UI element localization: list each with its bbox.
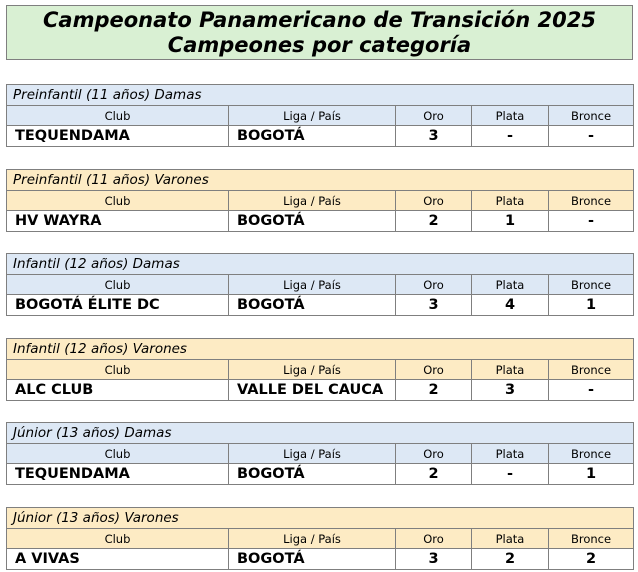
liga-cell: BOGOTÁ [229,126,396,147]
column-header-oro: Oro [396,275,472,295]
club-cell: TEQUENDAMA [7,126,229,147]
column-header-bronce: Bronce [549,191,634,211]
liga-cell: BOGOTÁ [229,211,396,232]
oro-cell: 3 [396,549,472,570]
table-row [7,380,634,401]
category-section-infantil-damas [6,253,633,316]
column-header-liga: Liga / País [229,529,396,549]
liga-cell: BOGOTÁ [229,549,396,570]
plata-cell: 1 [472,211,549,232]
column-header-oro: Oro [396,360,472,380]
column-header-oro: Oro [396,106,472,126]
category-section-junior-varones [6,507,633,570]
column-header-liga: Liga / País [229,444,396,464]
table-row [7,211,634,232]
column-header-club: Club [7,529,229,549]
column-header-club: Club [7,191,229,211]
oro-cell: 2 [396,464,472,485]
category-title: Infantil (12 años) Varones [7,339,634,360]
category-table [6,253,634,316]
page-subtitle: Campeones por categoría [167,32,472,57]
category-title: Infantil (12 años) Damas [7,254,634,275]
club-cell: ALC CLUB [7,380,229,401]
column-header-bronce: Bronce [549,529,634,549]
column-header-club: Club [7,360,229,380]
table-row [7,295,634,316]
category-title: Preinfantil (11 años) Varones [7,170,634,191]
category-section-preinfantil-damas [6,84,633,147]
column-header-bronce: Bronce [549,444,634,464]
column-header-plata: Plata [472,360,549,380]
bronce-cell: 2 [549,549,634,570]
category-section-junior-damas [6,422,633,485]
liga-cell: VALLE DEL CAUCA [229,380,396,401]
category-section-preinfantil-varones [6,169,633,232]
oro-cell: 2 [396,380,472,401]
oro-cell: 2 [396,211,472,232]
column-header-plata: Plata [472,106,549,126]
club-cell: TEQUENDAMA [7,464,229,485]
plata-cell: 2 [472,549,549,570]
category-table [6,507,634,570]
table-row [7,549,634,570]
column-header-bronce: Bronce [549,275,634,295]
column-header-club: Club [7,275,229,295]
bronce-cell: - [549,126,634,147]
category-section-infantil-varones [6,338,633,401]
category-table [6,338,634,401]
column-header-liga: Liga / País [229,360,396,380]
oro-cell: 3 [396,126,472,147]
plata-cell: - [472,126,549,147]
liga-cell: BOGOTÁ [229,464,396,485]
column-header-oro: Oro [396,191,472,211]
bronce-cell: - [549,211,634,232]
column-header-liga: Liga / País [229,275,396,295]
column-header-bronce: Bronce [549,360,634,380]
title-banner [6,5,633,60]
table-row [7,464,634,485]
bronce-cell: 1 [549,464,634,485]
category-title: Júnior (13 años) Damas [7,423,634,444]
oro-cell: 3 [396,295,472,316]
page-title: Campeonato Panamericano de Transición 2025 [43,7,596,32]
column-header-plata: Plata [472,275,549,295]
club-cell: A VIVAS [7,549,229,570]
column-header-oro: Oro [396,444,472,464]
column-header-bronce: Bronce [549,106,634,126]
category-table [6,84,634,147]
club-cell: BOGOTÁ ÉLITE DC [7,295,229,316]
column-header-plata: Plata [472,529,549,549]
table-row [7,126,634,147]
column-header-liga: Liga / País [229,106,396,126]
column-header-oro: Oro [396,529,472,549]
liga-cell: BOGOTÁ [229,295,396,316]
category-title: Júnior (13 años) Varones [7,508,634,529]
plata-cell: 4 [472,295,549,316]
column-header-liga: Liga / País [229,191,396,211]
column-header-club: Club [7,106,229,126]
column-header-plata: Plata [472,444,549,464]
club-cell: HV WAYRA [7,211,229,232]
column-header-plata: Plata [472,191,549,211]
category-table [6,169,634,232]
plata-cell: - [472,464,549,485]
bronce-cell: 1 [549,295,634,316]
bronce-cell: - [549,380,634,401]
column-header-club: Club [7,444,229,464]
category-table [6,422,634,485]
plata-cell: 3 [472,380,549,401]
category-title: Preinfantil (11 años) Damas [7,85,634,106]
